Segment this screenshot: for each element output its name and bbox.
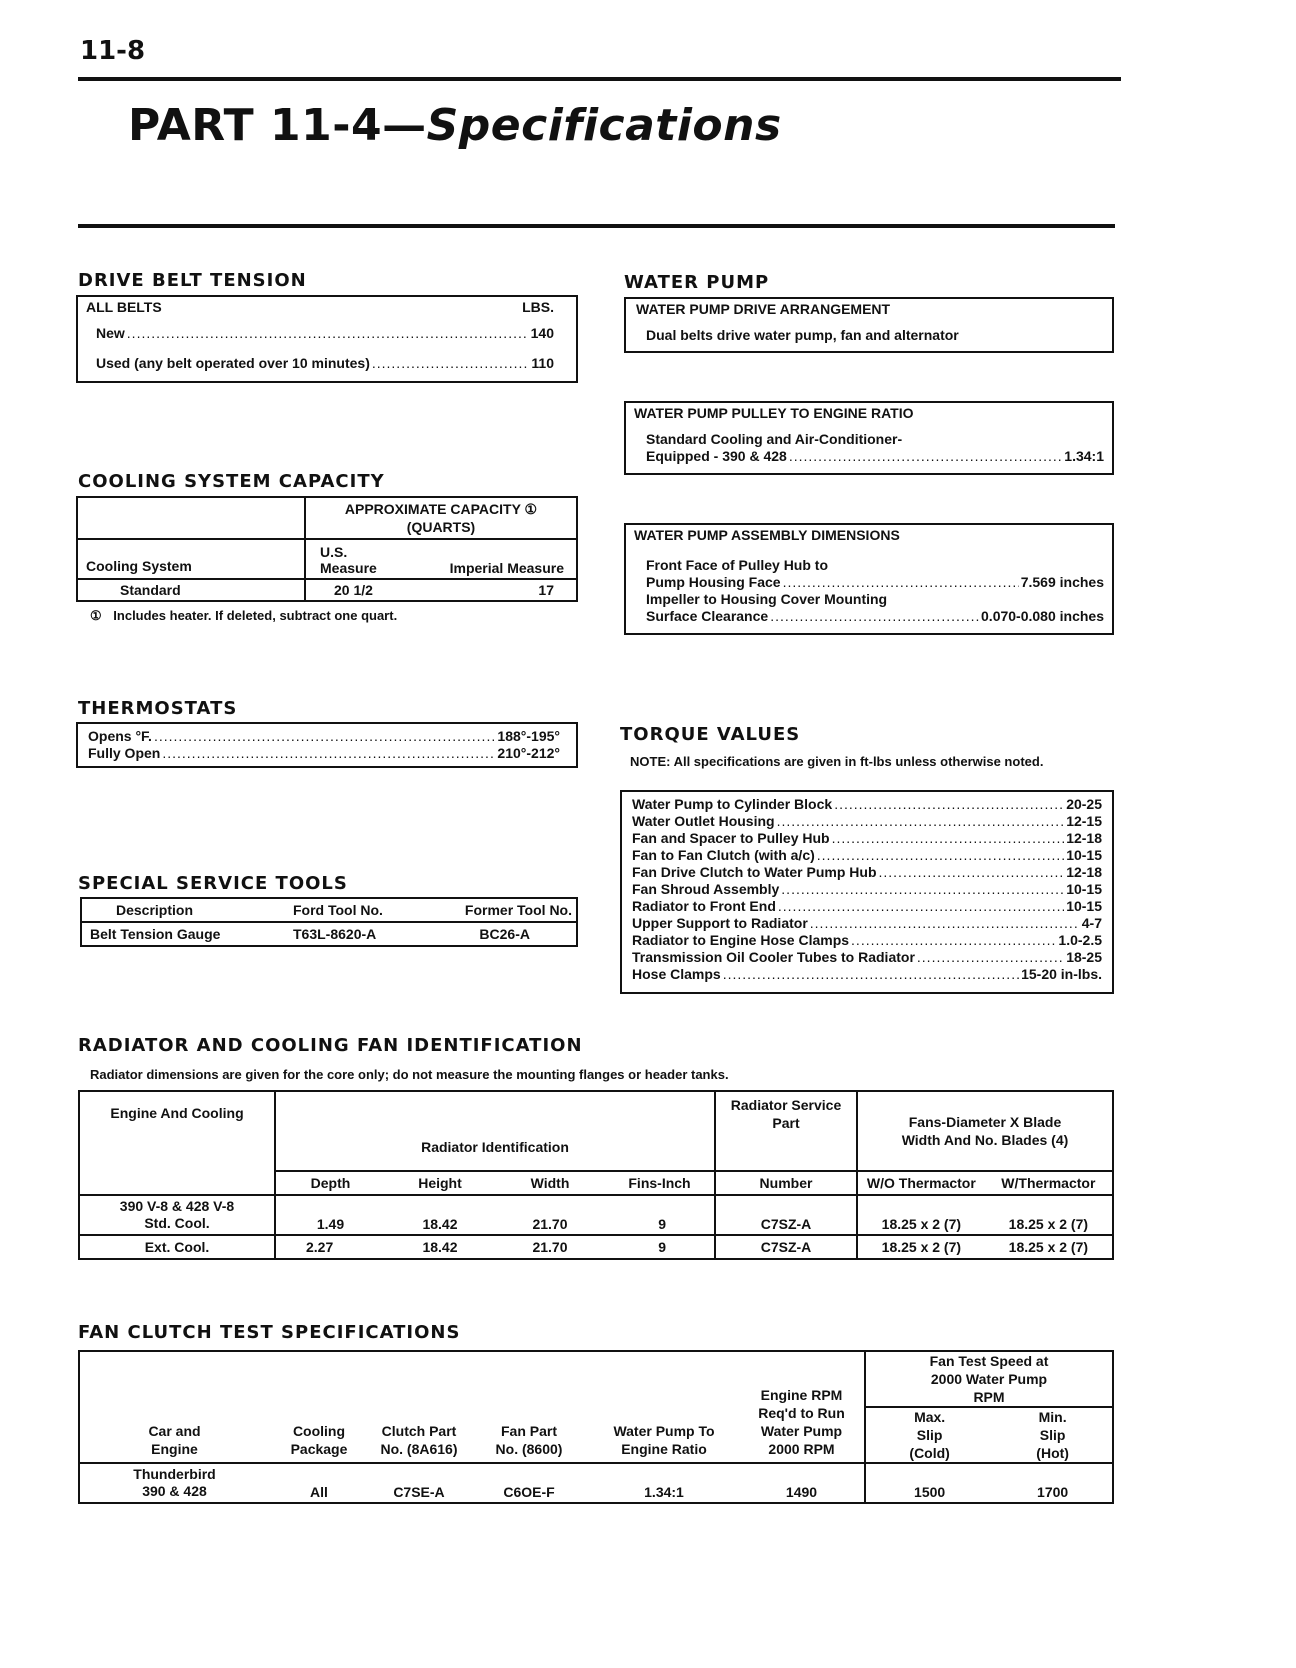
water-pump-drive-box [624, 297, 1114, 353]
quarts-label: (QUARTS) [406, 519, 476, 535]
torque-note: NOTE: All specifications are given in ft-lbs unless otherwise noted. [630, 754, 1044, 769]
torque-value: 15-20 in-lbs. [1021, 966, 1102, 982]
engine-line1: 390 V-8 & 428 V-8 [119, 1198, 235, 1214]
wo-thermactor-cell: 18.25 x 2 (7) [881, 1216, 962, 1232]
all-belts-label: ALL BELTS [86, 299, 162, 315]
water-pump-heading: WATER PUMP [624, 272, 770, 293]
torque-value: 20-25 [1066, 796, 1102, 812]
fan-clutch-table [78, 1350, 1114, 1504]
col-height: Height [385, 1171, 495, 1195]
torque-row [632, 830, 1102, 847]
thermostat-opens-label: Opens °F. [88, 728, 152, 744]
torque-value: 10-15 [1066, 881, 1102, 897]
torque-label: Fan Shroud Assembly [632, 881, 780, 897]
wo-thermactor-cell: 18.25 x 2 (7) [881, 1239, 962, 1255]
thermostat-fully-open-value: 210°-212° [497, 745, 560, 761]
fc-ratio-cell: 1.34:1 [644, 1484, 684, 1500]
pulley-ratio-box [624, 401, 1114, 475]
thermostat-row [88, 745, 560, 762]
tools-col-description: Description [116, 902, 194, 918]
fc-col-ratio: Water Pump To Engine Ratio [613, 1423, 715, 1457]
tools-col-ford: Ford Tool No. [293, 902, 383, 918]
torque-row [632, 898, 1102, 915]
radiator-note: Radiator dimensions are given for the core only; do not measure the mounting flanges or header tanks. [90, 1067, 729, 1082]
dim-item-row [634, 574, 1104, 591]
depth-cell: 1.49 [316, 1216, 345, 1232]
torque-row [632, 949, 1102, 966]
fc-car-cell [79, 1463, 269, 1503]
torque-value: 10-15 [1066, 847, 1102, 863]
height-cell: 18.42 [422, 1216, 458, 1232]
radiator-id-header: Radiator Identification [275, 1091, 715, 1171]
w-thermactor-cell: 18.25 x 2 (7) [1008, 1239, 1089, 1255]
col-us-measure: U.S. Measure [305, 539, 405, 579]
footnote-mark: ① [90, 608, 102, 623]
thermostats-box [76, 722, 578, 768]
special-tools-heading: SPECIAL SERVICE TOOLS [78, 873, 348, 894]
torque-value: 4-7 [1081, 915, 1102, 931]
torque-row [632, 796, 1102, 813]
belt-new-value: 140 [530, 325, 554, 341]
fc-rpm-cell: 1490 [739, 1463, 865, 1503]
fc-col-car: Car and Engine [148, 1423, 201, 1457]
dim-item-line2: Pump Housing Face [646, 574, 781, 590]
thermostat-fully-open-label: Fully Open [88, 745, 161, 761]
drive-belt-row [86, 325, 554, 355]
drive-arrangement-text: Dual belts drive water pump, fan and alternator [646, 327, 959, 343]
pulley-ratio-title: WATER PUMP PULLEY TO ENGINE RATIO [634, 405, 914, 421]
torque-label: Water Outlet Housing [632, 813, 775, 829]
col-width: Width [495, 1171, 605, 1195]
thermostat-opens-value: 188°-195° [497, 728, 560, 744]
page-number: 11-8 [80, 36, 146, 66]
width-cell: 21.70 [532, 1239, 568, 1255]
dim-item-line2: Surface Clearance [646, 608, 769, 624]
engine-line2: Std. Cool. [144, 1215, 210, 1231]
top-rule [78, 77, 1121, 81]
dim-item-line1: Front Face of Pulley Hub to [646, 557, 829, 573]
torque-label: Radiator to Engine Hose Clamps [632, 932, 850, 948]
thermostat-row [88, 728, 560, 745]
radiator-engine-cell: Ext. Cool. [79, 1235, 275, 1259]
fan-clutch-heading: FAN CLUTCH TEST SPECIFICATIONS [78, 1322, 461, 1343]
tool-description-cell: Belt Tension Gauge [90, 926, 221, 942]
table-row [79, 1463, 1113, 1503]
torque-row [632, 847, 1102, 864]
torque-value: 12-18 [1066, 830, 1102, 846]
torque-label: Fan to Fan Clutch (with a/c) [632, 847, 815, 863]
col-wo-thermactor: W/O Thermactor [857, 1171, 985, 1195]
torque-label: Radiator to Front End [632, 898, 776, 914]
number-cell: C7SZ-A [715, 1235, 857, 1259]
fc-min-slip-cell: 1700 [1037, 1484, 1069, 1500]
width-cell: 21.70 [532, 1216, 568, 1232]
col-fins-inch: Fins-Inch [605, 1171, 715, 1195]
approx-capacity-label: APPROXIMATE CAPACITY ① [344, 501, 538, 517]
section-rule [78, 224, 1115, 228]
fc-clutch-cell: C7SE-A [393, 1484, 445, 1500]
depth-cell: 2.27 [306, 1239, 334, 1255]
col-depth: Depth [275, 1171, 385, 1195]
torque-value: 12-18 [1066, 864, 1102, 880]
special-tools-table [80, 897, 578, 947]
torque-row [632, 813, 1102, 830]
col-cooling-system: Cooling System [86, 558, 192, 574]
fc-col-min-slip: Min. Slip (Hot) [1036, 1409, 1069, 1461]
fc-col-max-slip: Max. Slip (Cold) [909, 1409, 950, 1461]
torque-label: Hose Clamps [632, 966, 721, 982]
page-title [128, 100, 782, 151]
radiator-table [78, 1090, 1114, 1260]
torque-value: 18-25 [1066, 949, 1102, 965]
approx-capacity-header [305, 497, 577, 539]
tool-former-cell: BC26-A [479, 926, 530, 942]
pulley-ratio-line1: Standard Cooling and Air-Conditioner- [646, 431, 903, 447]
fc-col-cooling: Cooling Package [290, 1423, 348, 1457]
w-thermactor-cell: 18.25 x 2 (7) [1008, 1216, 1089, 1232]
height-cell: 18.42 [422, 1239, 458, 1255]
pulley-ratio-line2: Equipped - 390 & 428 [646, 448, 787, 464]
col-w-thermactor: W/Thermactor [985, 1171, 1113, 1195]
torque-value: 1.0-2.5 [1058, 932, 1102, 948]
torque-row [632, 932, 1102, 949]
torque-row [632, 881, 1102, 898]
torque-row [632, 966, 1102, 983]
torque-label: Water Pump to Cylinder Block [632, 796, 833, 812]
dim-item-row [634, 608, 1104, 625]
fins-cell: 9 [605, 1195, 715, 1235]
torque-label: Fan and Spacer to Pulley Hub [632, 830, 830, 846]
belt-used-value: 110 [531, 355, 554, 371]
torque-value: 10-15 [1066, 898, 1102, 914]
tool-ford-cell: T63L-8620-A [293, 926, 377, 942]
pulley-ratio-row [634, 448, 1104, 465]
torque-row [632, 864, 1102, 881]
torque-row [632, 915, 1102, 932]
lbs-unit: LBS. [522, 299, 554, 315]
footnote-text: Includes heater. If deleted, subtract one quart. [113, 608, 398, 623]
torque-box [620, 790, 1114, 994]
table-row [79, 1235, 1113, 1259]
radiator-heading: RADIATOR AND COOLING FAN IDENTIFICATION [78, 1035, 583, 1056]
capacity-system-cell: Standard [120, 582, 181, 598]
fc-car-line2: 390 & 428 [142, 1483, 207, 1499]
table-row [79, 1195, 1113, 1235]
dim-item-value: 7.569 inches [1020, 574, 1104, 590]
fc-max-slip-cell: 1500 [914, 1484, 946, 1500]
torque-label: Transmission Oil Cooler Tubes to Radiator [632, 949, 915, 965]
capacity-imperial-cell: 17 [538, 582, 554, 598]
radiator-engine-cell [79, 1195, 275, 1235]
tools-col-former: Former Tool No. [464, 902, 572, 918]
belt-used-label: Used (any belt operated over 10 minutes) [96, 355, 370, 371]
dim-item-line1: Impeller to Housing Cover Mounting [646, 591, 888, 607]
col-number: Number [715, 1171, 857, 1195]
pump-dimensions-title: WATER PUMP ASSEMBLY DIMENSIONS [634, 527, 900, 543]
title-part: PART 11-4— [128, 100, 427, 151]
fc-cooling-cell: All [310, 1484, 328, 1500]
fc-car-line1: Thunderbird [133, 1466, 216, 1482]
col-imperial-measure: Imperial Measure [449, 560, 564, 576]
torque-value: 12-15 [1066, 813, 1102, 829]
drive-arrangement-title: WATER PUMP DRIVE ARRANGEMENT [636, 301, 891, 317]
fc-col-rpm: Engine RPM Req'd to Run Water Pump 2000 RPM [739, 1351, 865, 1463]
drive-belt-header-row [86, 299, 554, 325]
radiator-fans-header: Fans-Diameter X Blade Width And No. Blades (4) [901, 1114, 1069, 1148]
fins-cell: 9 [605, 1235, 715, 1259]
fc-fan-cell: C6OE-F [503, 1484, 555, 1500]
thermostats-heading: THERMOSTATS [78, 698, 238, 719]
cooling-capacity-table [76, 496, 578, 602]
fc-test-speed-header: Fan Test Speed at 2000 Water Pump RPM [865, 1351, 1113, 1407]
torque-label: Upper Support to Radiator [632, 915, 808, 931]
fc-col-fan: Fan Part No. (8600) [495, 1423, 563, 1457]
drive-belt-box [76, 295, 578, 383]
cooling-capacity-heading: COOLING SYSTEM CAPACITY [78, 471, 385, 492]
radiator-service-part-header: Radiator Service Part [715, 1091, 857, 1171]
dim-item-value: 0.070-0.080 inches [981, 608, 1104, 624]
pump-dimensions-box [624, 523, 1114, 635]
drive-belt-row [86, 355, 554, 383]
drive-belt-heading: DRIVE BELT TENSION [78, 270, 307, 291]
belt-new-label: New [96, 325, 125, 341]
capacity-footnote [90, 608, 397, 624]
torque-heading: TORQUE VALUES [620, 724, 801, 745]
number-cell: C7SZ-A [715, 1195, 857, 1235]
radiator-engine-header: Engine And Cooling [79, 1091, 275, 1195]
pulley-ratio-value: 1.34:1 [1064, 448, 1104, 464]
torque-label: Fan Drive Clutch to Water Pump Hub [632, 864, 877, 880]
capacity-us-cell: 20 1/2 [305, 579, 405, 601]
title-name: Specifications [426, 100, 782, 151]
fc-col-clutch: Clutch Part No. (8A616) [380, 1423, 458, 1457]
